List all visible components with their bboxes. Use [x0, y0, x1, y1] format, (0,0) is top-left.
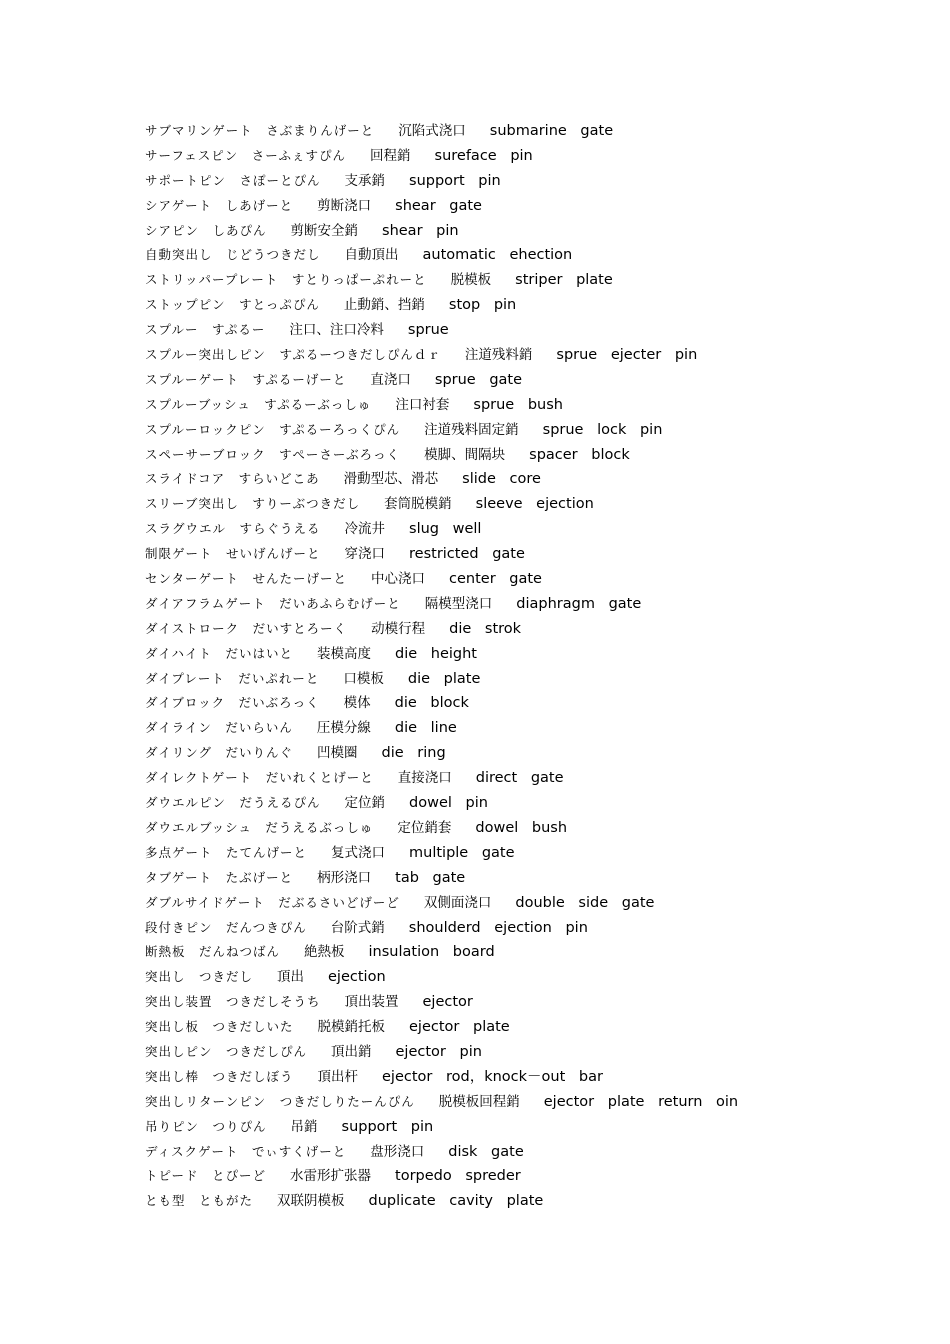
glossary-entry: [145, 342, 905, 367]
japanese-term: シアピン しあぴん: [145, 222, 267, 238]
glossary-entry: [145, 168, 905, 193]
japanese-term: 多点ゲート たてんげーと: [145, 844, 308, 860]
chinese-term: 注道残料固定銷: [424, 421, 519, 438]
chinese-term: 注道残料銷: [464, 347, 533, 364]
japanese-term: 制限ゲート せいげんげーと: [145, 546, 321, 562]
english-term: stop pin: [448, 297, 517, 314]
glossary-entry: [145, 417, 905, 442]
glossary-entry: [145, 616, 905, 641]
chinese-term: 圧模分線: [316, 720, 371, 737]
chinese-term: 双側面浇口: [423, 894, 492, 911]
glossary-entry: [145, 1139, 905, 1164]
glossary-entry: [145, 466, 905, 491]
english-term: shoulderd ejection pin: [408, 919, 588, 936]
chinese-term: 脱模銷托板: [317, 1019, 386, 1036]
chinese-term: 直接浇口: [397, 770, 452, 787]
english-term: sprue: [407, 322, 449, 339]
english-term: ejector rod，knock－out bar: [382, 1068, 603, 1085]
english-term: sprue bush: [473, 396, 563, 413]
chinese-term: 絶熱板: [304, 944, 345, 961]
english-term: automatic ehection: [422, 247, 573, 264]
japanese-term: ダイリング だいりんぐ: [145, 745, 294, 761]
japanese-term: 突出しリターンピン つきだしりたーんぴん: [145, 1093, 415, 1109]
glossary-entry: [145, 591, 905, 616]
japanese-term: とも型 ともがた: [145, 1193, 254, 1209]
english-term: sprue ejecter pin: [556, 347, 698, 364]
english-term: duplicate cavity plate: [368, 1193, 544, 1210]
chinese-term: 模脚、間隔块: [424, 446, 506, 463]
japanese-term: スライドコア すらいどこあ: [145, 471, 320, 487]
glossary-entry: [145, 442, 905, 467]
japanese-term: ストリッパープレート すとりっぱーぷれーと: [145, 272, 427, 288]
english-term: striper plate: [515, 272, 613, 289]
japanese-term: サポートピン さぽーとぴん: [145, 172, 321, 188]
english-term: ejector pin: [395, 1043, 482, 1060]
chinese-term: 定位銷套: [397, 819, 452, 836]
english-term: slide core: [462, 471, 541, 488]
chinese-term: 穿浇口: [344, 546, 386, 563]
glossary-entry: [145, 193, 905, 218]
chinese-term: 中心浇口: [371, 571, 426, 588]
japanese-term: 断熱板 だんねつばん: [145, 944, 281, 960]
glossary-entry: [145, 541, 905, 566]
glossary-entry: [145, 491, 905, 516]
glossary-entry: [145, 1039, 905, 1064]
chinese-term: 滑動型芯、滑芯: [343, 471, 439, 488]
english-term: die height: [395, 645, 477, 662]
glossary-entry: [145, 690, 905, 715]
glossary-entry: [145, 840, 905, 865]
english-term: sprue gate: [434, 371, 523, 388]
glossary-entry: [145, 267, 905, 292]
chinese-term: 吊銷: [290, 1118, 318, 1135]
english-term: die ring: [381, 745, 446, 762]
glossary-entry: [145, 292, 905, 317]
japanese-term: ダイストローク だいすとろーく: [145, 620, 348, 636]
glossary-entry: [145, 666, 905, 691]
english-term: ejector plate return oin: [543, 1093, 739, 1110]
glossary-entry: [145, 367, 905, 392]
glossary-entry: [145, 566, 905, 591]
chinese-term: 回程銷: [370, 147, 411, 164]
english-term: die block: [394, 695, 469, 712]
japanese-term: 段付きピン だんつきぴん: [145, 919, 307, 935]
glossary-entry: [145, 392, 905, 417]
english-term: multiple gate: [409, 844, 515, 861]
glossary-entry: [145, 1064, 905, 1089]
english-term: submarine gate: [489, 123, 614, 139]
chinese-term: 注口、注口冷料: [289, 322, 384, 339]
english-term: ejector plate: [409, 1019, 510, 1036]
japanese-term: 突出し つきだし: [145, 969, 254, 985]
chinese-term: 装模高度: [317, 645, 372, 662]
english-term: insulation board: [368, 944, 495, 961]
chinese-term: 頂出銷: [331, 1043, 372, 1060]
english-term: spacer block: [529, 446, 630, 463]
english-term: sleeve ejection: [475, 496, 594, 513]
glossary-entry: [145, 790, 905, 815]
chinese-term: 支承銷: [344, 172, 386, 189]
glossary-entry: [145, 915, 905, 940]
glossary-entry: [145, 1089, 905, 1114]
glossary-entry: [145, 218, 905, 243]
japanese-term: 突出し装置 つきだしそうち: [145, 994, 321, 1010]
japanese-term: スリーブ突出し すりーぶつきだし: [145, 496, 361, 512]
japanese-term: スラグウエル すらぐうえる: [145, 521, 321, 537]
chinese-term: 口模板: [343, 670, 384, 687]
japanese-term: ストップピン すとっぷぴん: [145, 297, 320, 313]
chinese-term: 剪断浇口: [317, 197, 372, 214]
glossary-entry: [145, 939, 905, 964]
glossary-entry: [145, 865, 905, 890]
glossary-entry: [145, 765, 905, 790]
japanese-term: タブゲート たぶげーと: [145, 869, 294, 885]
glossary-entry: [145, 740, 905, 765]
japanese-term: ダイレクトゲート だいれくとげーと: [145, 770, 374, 786]
english-term: die line: [394, 720, 457, 737]
japanese-term: ダイアフラムゲート だいあふらむげーと: [145, 595, 401, 611]
chinese-term: 双联阴模板: [277, 1193, 345, 1210]
chinese-term: 凹模圈: [317, 745, 358, 762]
japanese-term: スプルー すぷるー: [145, 322, 266, 338]
english-term: disk gate: [448, 1143, 524, 1160]
japanese-term: ダイライン だいらいん: [145, 720, 293, 736]
japanese-term: スプルーロックピン すぷるーろっくぴん: [145, 421, 401, 437]
glossary-entry: [145, 890, 905, 915]
english-term: shear gate: [395, 197, 482, 214]
english-term: torpedo spreder: [395, 1168, 521, 1185]
japanese-term: スプルーゲート すぷるーげーと: [145, 371, 347, 387]
english-term: support pin: [341, 1118, 434, 1135]
english-term: dowel pin: [409, 795, 488, 812]
chinese-term: 模体: [343, 695, 371, 712]
chinese-term: 隔模型浇口: [424, 595, 493, 612]
english-term: diaphragm gate: [516, 595, 642, 612]
glossary-list: [145, 118, 905, 1213]
chinese-term: 自動頂出: [344, 247, 399, 264]
english-term: ejection: [328, 969, 386, 986]
glossary-entry: [145, 989, 905, 1014]
japanese-term: スペーサーブロック すぺーさーぶろっく: [145, 446, 401, 462]
chinese-term: 动模行程: [371, 620, 426, 637]
english-term: die strok: [449, 620, 522, 637]
chinese-term: 直浇口: [370, 371, 411, 388]
glossary-entry: [145, 1014, 905, 1039]
english-term: sprue lock pin: [542, 421, 663, 438]
chinese-term: 复式浇口: [331, 844, 386, 861]
japanese-term: センターゲート せんたーげーと: [145, 571, 348, 587]
japanese-term: 突出しピン つきだしぴん: [145, 1043, 308, 1059]
japanese-term: ダイプレート だいぷれーと: [145, 670, 320, 686]
japanese-term: シアゲート しあげーと: [145, 197, 294, 213]
japanese-term: ディスクゲート でぃすくげーと: [145, 1143, 347, 1159]
chinese-term: 水雷形扩张器: [290, 1168, 372, 1185]
glossary-entry: [145, 964, 905, 989]
glossary-entry: [145, 815, 905, 840]
chinese-term: 定位銷: [344, 795, 386, 812]
japanese-term: ダイハイト だいはいと: [145, 645, 294, 661]
chinese-term: 冷流井: [344, 521, 386, 538]
chinese-term: 頂出装置: [344, 994, 399, 1011]
japanese-term: ダウエルブッシュ だうえるぶっしゅ: [145, 819, 374, 835]
english-term: dowel bush: [475, 819, 568, 836]
english-term: restricted gate: [409, 546, 525, 563]
english-term: die plate: [407, 670, 481, 687]
chinese-term: 台阶式銷: [330, 919, 385, 936]
glossary-entry: [145, 317, 905, 342]
glossary-entry: [145, 715, 905, 740]
chinese-term: 注口衬套: [395, 396, 450, 413]
glossary-entry: [145, 242, 905, 267]
japanese-term: ダウエルピン だうえるぴん: [145, 795, 321, 811]
english-term: tab gate: [395, 869, 466, 886]
chinese-term: 頂出杆: [317, 1068, 359, 1085]
glossary-entry: [145, 1114, 905, 1139]
english-term: sureface pin: [434, 147, 533, 164]
chinese-term: 沉陷式浇口: [398, 123, 466, 139]
japanese-term: 吊りピン つりぴん: [145, 1118, 267, 1134]
glossary-entry: [145, 1188, 905, 1213]
chinese-term: 頂出: [277, 969, 305, 986]
glossary-entry: [145, 641, 905, 666]
english-term: slug well: [409, 521, 482, 538]
chinese-term: 套筒脱模銷: [384, 496, 452, 513]
chinese-term: 脱模板: [450, 272, 492, 289]
glossary-entry: [145, 143, 905, 168]
japanese-term: ダイブロック だいぶろっく: [145, 695, 320, 711]
chinese-term: 盘形浇口: [370, 1143, 425, 1160]
english-term: support pin: [409, 172, 501, 189]
chinese-term: 止動銷、挡銷: [343, 297, 425, 314]
english-term: shear pin: [382, 222, 459, 239]
japanese-term: 突出し棒 つきだしぼう: [145, 1068, 294, 1084]
japanese-term: ダブルサイドゲート だぶるさいどげーど: [145, 894, 400, 910]
japanese-term: 突出し板 つきだしいた: [145, 1019, 294, 1035]
japanese-term: 自動突出し じどうつきだし: [145, 247, 321, 263]
japanese-term: サブマリンゲート さぶまりんげーと: [145, 123, 375, 138]
english-term: ejector: [422, 994, 473, 1011]
japanese-term: トピード とぴーど: [145, 1168, 267, 1184]
english-term: direct gate: [475, 770, 564, 787]
glossary-entry: [145, 118, 905, 143]
glossary-entry: [145, 1163, 905, 1188]
english-term: center gate: [449, 571, 542, 588]
english-term: double side gate: [515, 894, 655, 911]
chinese-term: 脱模板回程銷: [438, 1093, 520, 1110]
japanese-term: サーフェスピン さーふぇすぴん: [145, 147, 347, 163]
japanese-term: スプルーブッシュ すぷるーぶっしゅ: [145, 396, 372, 412]
chinese-term: 柄形浇口: [317, 869, 372, 886]
chinese-term: 剪断安全銷: [290, 222, 359, 239]
glossary-entry: [145, 516, 905, 541]
japanese-term: スプルー突出しピン すぷるーつきだしぴんｄｒ: [145, 347, 441, 363]
